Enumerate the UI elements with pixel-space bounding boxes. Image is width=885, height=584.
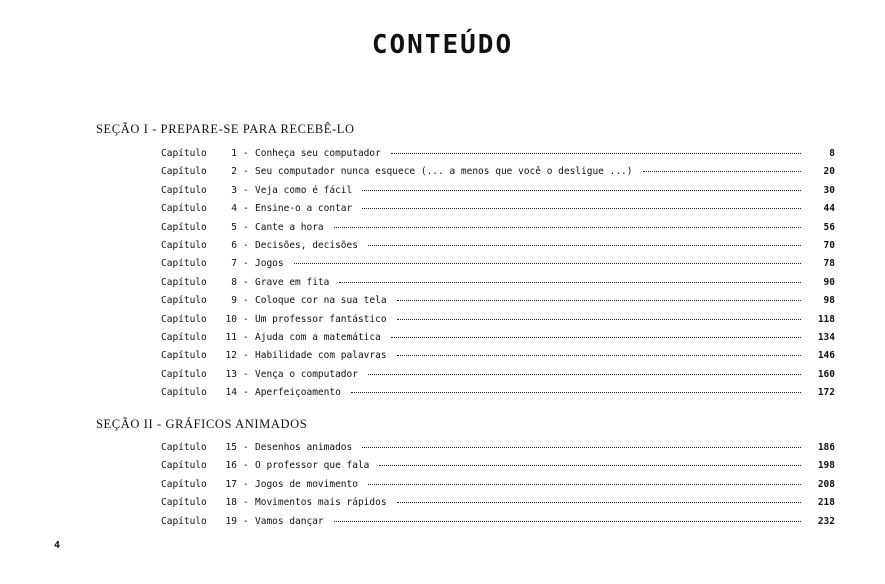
chapter-title: O professor que fala — [255, 460, 370, 472]
chapter-number: 13 — [225, 368, 237, 380]
dot-leader — [368, 484, 801, 485]
chapter-title: Grave em fita — [255, 276, 330, 288]
page-ref: 198 — [817, 460, 835, 472]
toc-entry — [161, 312, 835, 328]
chapter-label: Capítulo — [161, 497, 207, 509]
chapter-label: Capítulo — [161, 478, 207, 490]
separator-dash: - — [243, 460, 249, 472]
separator-dash: - — [243, 184, 249, 196]
page-ref: 160 — [817, 368, 835, 380]
dot-leader — [334, 227, 801, 228]
chapter-label: Capítulo — [161, 368, 207, 380]
page-ref: 172 — [817, 387, 835, 399]
separator-dash: - — [243, 332, 249, 343]
toc-entry — [161, 146, 835, 162]
chapter-label: Capítulo — [161, 442, 207, 453]
page-ref: 134 — [817, 332, 835, 343]
dot-leader — [351, 392, 801, 393]
chapter-number: 9 — [231, 295, 237, 307]
toc-entry — [161, 367, 835, 383]
chapter-title: Vamos dançar — [255, 515, 324, 527]
dot-leader — [362, 208, 801, 209]
separator-dash: - — [243, 442, 249, 453]
chapter-number: 8 — [231, 276, 237, 288]
chapter-label: Capítulo — [161, 460, 207, 472]
chapter-number: 1 — [231, 148, 237, 159]
toc-entry — [161, 348, 835, 364]
chapter-label: Capítulo — [161, 313, 207, 325]
chapter-number: 6 — [231, 240, 237, 251]
separator-dash: - — [243, 350, 249, 362]
page-ref: 56 — [823, 221, 835, 233]
chapter-title: Vença o computador — [255, 368, 358, 380]
chapter-title: Coloque cor na sua tela — [255, 295, 387, 307]
chapter-label: Capítulo — [161, 203, 207, 215]
toc-entry — [161, 514, 835, 530]
page-ref: 146 — [817, 350, 835, 362]
dot-leader — [362, 190, 801, 191]
separator-dash: - — [243, 368, 249, 380]
chapter-number: 14 — [225, 387, 237, 399]
page-ref: 70 — [823, 240, 835, 251]
page-ref: 208 — [817, 478, 835, 490]
chapter-title: Jogos de movimento — [255, 478, 358, 490]
dot-leader — [294, 263, 801, 264]
toc-entry — [161, 164, 835, 180]
toc-entry — [161, 220, 835, 236]
dot-leader — [391, 153, 801, 154]
chapter-title: Jogos — [255, 258, 284, 270]
chapter-label: Capítulo — [161, 295, 207, 307]
chapter-label: Capítulo — [161, 184, 207, 196]
chapter-title: Veja como é fácil — [255, 184, 353, 196]
separator-dash: - — [243, 258, 249, 270]
separator-dash: - — [243, 221, 249, 233]
dot-leader — [368, 245, 801, 246]
page-number: 4 — [54, 540, 61, 551]
page-ref: 218 — [817, 497, 835, 509]
chapter-title: Ensine-o a contar — [255, 203, 353, 215]
toc-entry — [161, 495, 835, 511]
chapter-title: Aperfeiçoamento — [255, 387, 341, 399]
page-ref: 78 — [823, 258, 835, 270]
chapter-label: Capítulo — [161, 276, 207, 288]
separator-dash: - — [243, 166, 249, 178]
chapter-number: 3 — [231, 184, 237, 196]
dot-leader — [339, 282, 801, 283]
toc-entry — [161, 440, 835, 456]
toc-entry — [161, 275, 835, 291]
dot-leader — [362, 447, 801, 448]
page-ref: 90 — [823, 276, 835, 288]
chapter-number: 5 — [231, 221, 237, 233]
chapter-number: 11 — [225, 332, 237, 343]
separator-dash: - — [243, 515, 249, 527]
separator-dash: - — [243, 478, 249, 490]
page-ref: 98 — [823, 295, 835, 307]
page-ref: 186 — [817, 442, 835, 453]
dot-leader — [397, 502, 801, 503]
separator-dash: - — [243, 276, 249, 288]
chapter-number: 17 — [225, 478, 237, 490]
page-ref: 118 — [817, 313, 835, 325]
chapter-number: 18 — [225, 497, 237, 509]
chapter-title: Seu computador nunca esquece (... a menos que você o desligue ...) — [255, 166, 633, 178]
toc-entry — [161, 477, 835, 493]
dot-leader — [379, 465, 801, 466]
toc-entry — [161, 330, 835, 346]
chapter-label: Capítulo — [161, 350, 207, 362]
page-ref: 8 — [829, 148, 835, 159]
section-heading: SEÇÃO II - GRÁFICOS ANIMADOS — [96, 417, 308, 431]
chapter-number: 4 — [231, 203, 237, 215]
chapter-label: Capítulo — [161, 387, 207, 399]
page-ref: 30 — [823, 184, 835, 196]
chapter-number: 2 — [231, 166, 237, 178]
dot-leader — [368, 374, 801, 375]
chapter-title: Conheça seu computador — [255, 148, 381, 159]
chapter-title: Um professor fantástico — [255, 313, 387, 325]
chapter-title: Habilidade com palavras — [255, 350, 387, 362]
chapter-number: 15 — [225, 442, 237, 453]
dot-leader — [334, 521, 801, 522]
separator-dash: - — [243, 148, 249, 159]
separator-dash: - — [243, 497, 249, 509]
toc-entry — [161, 385, 835, 401]
chapter-number: 16 — [225, 460, 237, 472]
dot-leader — [397, 319, 801, 320]
dot-leader — [391, 337, 801, 338]
chapter-number: 12 — [225, 350, 237, 362]
separator-dash: - — [243, 313, 249, 325]
chapter-label: Capítulo — [161, 332, 207, 343]
chapter-label: Capítulo — [161, 166, 207, 178]
page-ref: 44 — [823, 203, 835, 215]
chapter-label: Capítulo — [161, 515, 207, 527]
dot-leader — [397, 355, 801, 356]
chapter-title: Movimentos mais rápidos — [255, 497, 387, 509]
chapter-label: Capítulo — [161, 240, 207, 251]
dot-leader — [643, 171, 802, 172]
separator-dash: - — [243, 295, 249, 307]
chapter-title: Desenhos animados — [255, 442, 353, 453]
toc-entry — [161, 293, 835, 309]
page-ref: 232 — [817, 515, 835, 527]
toc-entry — [161, 238, 835, 254]
toc-entry — [161, 183, 835, 199]
chapter-title: Ajuda com a matemática — [255, 332, 381, 343]
page-ref: 20 — [823, 166, 835, 178]
chapter-label: Capítulo — [161, 148, 207, 159]
toc-entry — [161, 201, 835, 217]
chapter-title: Decisões, decisões — [255, 240, 358, 251]
chapter-label: Capítulo — [161, 258, 207, 270]
separator-dash: - — [243, 387, 249, 399]
chapter-number: 7 — [231, 258, 237, 270]
chapter-title: Cante a hora — [255, 221, 324, 233]
dot-leader — [397, 300, 801, 301]
section-heading: SEÇÃO I - PREPARE-SE PARA RECEBÊ-LO — [96, 122, 355, 136]
toc-entry — [161, 256, 835, 272]
chapter-label: Capítulo — [161, 221, 207, 233]
separator-dash: - — [243, 240, 249, 251]
toc-entry — [161, 458, 835, 474]
separator-dash: - — [243, 203, 249, 215]
chapter-number: 19 — [225, 515, 237, 527]
page-title: CONTEÚDO — [371, 30, 514, 60]
chapter-number: 10 — [225, 313, 237, 325]
